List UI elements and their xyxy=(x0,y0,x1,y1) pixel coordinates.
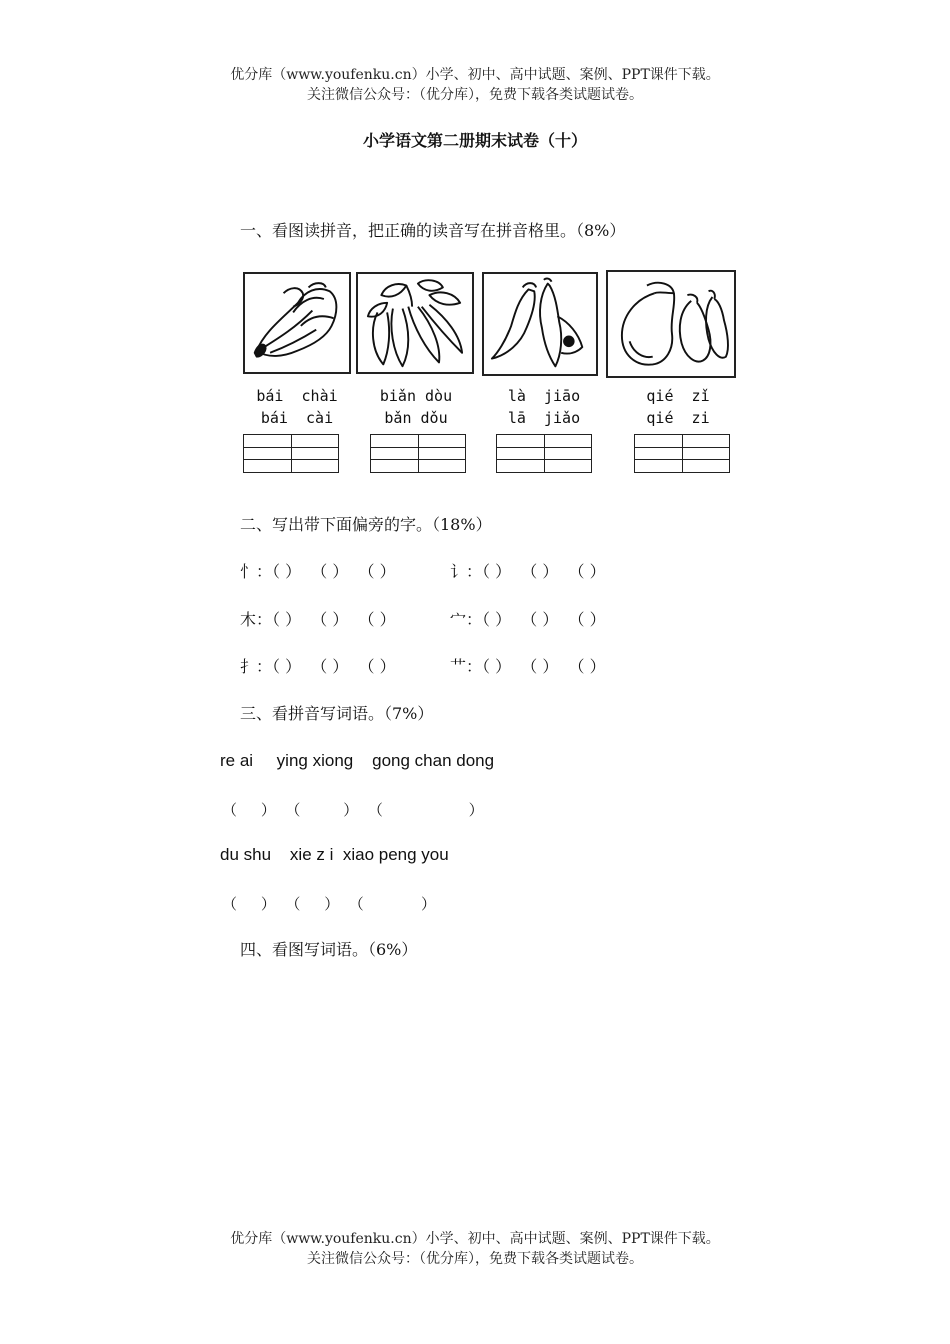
page-title: 小学语文第二册期末试卷（十） xyxy=(362,131,587,150)
pinyin-grid-cabbage[interactable] xyxy=(243,434,339,473)
q1-heading: 一、看图读拼音，把正确的读音写在拼音格里。（8%） xyxy=(240,221,626,240)
footer-line-1: 优分库（www.youfenku.cn）小学、初中、高中试题、案例、PPT课件下载。 xyxy=(230,1231,720,1247)
peppers-icon xyxy=(484,274,596,374)
eggplant-option-2: qié zi xyxy=(646,409,710,427)
pinyin-grid-peppers[interactable] xyxy=(496,434,592,473)
peppers-picture xyxy=(482,272,598,376)
pinyin-grid-eggplant[interactable] xyxy=(634,434,730,473)
eggplant-option-1: qié zǐ xyxy=(646,387,710,405)
radical-row-2-right[interactable]: 宀：（ ） （ ） （ ） xyxy=(450,610,606,629)
q4-heading: 四、看图写词语。（6%） xyxy=(240,940,418,959)
q3-answer-row-1[interactable]: （ ） （ ） （ ） xyxy=(222,801,484,819)
radical-row-3-left[interactable]: 扌：（ ） （ ） （ ） xyxy=(240,657,396,676)
beans-option-1: biǎn dòu xyxy=(379,387,453,405)
beans-option-2: bǎn dǒu xyxy=(384,409,448,427)
peppers-option-1: là jiāo xyxy=(507,387,581,405)
cabbage-picture xyxy=(243,272,351,374)
beans-icon xyxy=(358,274,472,372)
cabbage-option-2: bái cài xyxy=(260,409,334,427)
eggplant-picture xyxy=(606,270,736,378)
cabbage-option-1: bái chài xyxy=(256,387,338,405)
beans-picture xyxy=(356,272,474,374)
q2-heading: 二、写出带下面偏旁的字。（18%） xyxy=(240,515,492,534)
peppers-option-2: lā jiǎo xyxy=(507,409,581,427)
q3-heading: 三、看拼音写词语。（7%） xyxy=(240,704,434,723)
radical-row-1-right[interactable]: 讠：（ ） （ ） （ ） xyxy=(450,562,606,581)
radical-row-3-right[interactable]: 艹：（ ） （ ） （ ） xyxy=(450,657,606,676)
eggplant-icon xyxy=(608,272,734,376)
q3-answer-row-2[interactable]: （ ） （ ） （ ） xyxy=(222,895,436,913)
header-line-2: 关注微信公众号：（优分库），免费下载各类试题试卷。 xyxy=(307,87,643,103)
header-line-1: 优分库（www.youfenku.cn）小学、初中、高中试题、案例、PPT课件下载。 xyxy=(230,67,720,83)
footer-line-2: 关注微信公众号：（优分库），免费下载各类试题试卷。 xyxy=(307,1251,643,1267)
pinyin-grid-beans[interactable] xyxy=(370,434,466,473)
cabbage-icon xyxy=(245,274,349,372)
q3-pinyin-row-1: re ai ying xiong gong chan dong xyxy=(220,751,495,770)
radical-row-1-left[interactable]: 忄：（ ） （ ） （ ） xyxy=(240,562,396,581)
radical-row-2-left[interactable]: 木：（ ） （ ） （ ） xyxy=(240,610,396,629)
q3-pinyin-row-2: du shu xie z i xiao peng you xyxy=(220,845,449,864)
